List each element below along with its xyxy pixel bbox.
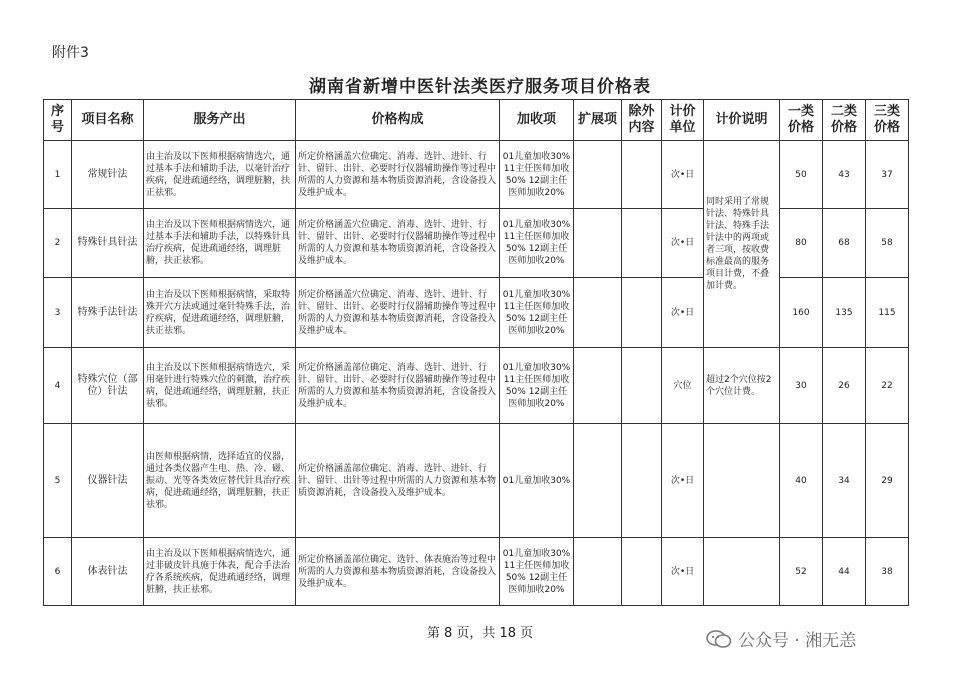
surcharge: 01儿童加收30% 11主任医师加收50% 12副主任医师加收20% bbox=[500, 278, 574, 348]
item-name: 特殊针具针法 bbox=[72, 209, 144, 278]
chat-bubbles-icon bbox=[706, 629, 732, 649]
price-class-3: 115 bbox=[866, 278, 909, 348]
row-number: 6 bbox=[44, 538, 72, 606]
price-class-1: 52 bbox=[780, 538, 823, 606]
service-output: 由医师根据病情，选择适宜的仪器，通过各类仪器产生电、热、冷、磁、振动、光等各类效应替代针具治疗疾病，促进疏通经络，调理脏腑，扶正祛邪。 bbox=[144, 424, 296, 538]
header-cell: 项目名称 bbox=[72, 100, 144, 141]
price-table bbox=[43, 99, 909, 606]
price-class-3: 37 bbox=[866, 141, 909, 209]
pricing-note: 超过2个穴位按2个穴位计费。 bbox=[704, 348, 780, 424]
header-cell: 服务产出 bbox=[144, 100, 296, 141]
price-composition: 所定价格涵盖穴位确定、消毒、选针、进针、行针、留针、出针、必要时行仪器辅助操作等过程中所需的人力资源和基本物质资源消耗，含设备投入及维护成本。 bbox=[296, 209, 500, 278]
price-class-1: 40 bbox=[780, 424, 823, 538]
extension bbox=[574, 424, 622, 538]
price-class-2: 26 bbox=[823, 348, 866, 424]
table-header-row bbox=[44, 100, 909, 141]
price-class-3: 22 bbox=[866, 348, 909, 424]
row-number: 2 bbox=[44, 209, 72, 278]
exclusion bbox=[622, 348, 662, 424]
price-class-1: 80 bbox=[780, 209, 823, 278]
header-cell: 扩展项 bbox=[574, 100, 622, 141]
price-class-3: 29 bbox=[866, 424, 909, 538]
table-row bbox=[44, 278, 909, 348]
price-class-1: 30 bbox=[780, 348, 823, 424]
pricing-unit: 穴位 bbox=[662, 348, 704, 424]
header-cell: 计价说明 bbox=[704, 100, 780, 141]
service-output: 由主治及以下医师根据病情选穴，通过非破皮针具施于体表，配合手法治疗各系统疾病，促进疏通经络，调理脏腑，扶正祛邪。 bbox=[144, 538, 296, 606]
row-number: 4 bbox=[44, 348, 72, 424]
table-row bbox=[44, 141, 909, 209]
header-cell: 二类价格 bbox=[823, 100, 866, 141]
pricing-unit: 次•日 bbox=[662, 424, 704, 538]
pricing-unit: 次•日 bbox=[662, 538, 704, 606]
watermark-text: 公众号 · 湘无恙 bbox=[738, 631, 857, 651]
header-cell: 计价单位 bbox=[662, 100, 704, 141]
header-cell: 价格构成 bbox=[296, 100, 500, 141]
header-cell: 加收项 bbox=[500, 100, 574, 141]
watermark bbox=[706, 626, 856, 651]
price-composition: 所定价格涵盖部位确定、消毒、选针、进针、行针、留针、出针等过程中所需的人力资源和基本物质资源消耗，含设备投入及维护成本。 bbox=[296, 424, 500, 538]
attachment-label: 附件3 bbox=[52, 45, 89, 61]
item-name: 特殊手法针法 bbox=[72, 278, 144, 348]
surcharge: 01儿童加收30% 11主任医师加收50% 12副主任医师加收20% bbox=[500, 209, 574, 278]
service-output: 由主治及以下医师根据病情选穴，通过基本手法和辅助手法，以特殊针具治疗疾病，促进疏通经络，调理脏腑，扶正祛邪。 bbox=[144, 209, 296, 278]
surcharge: 01儿童加收30% 11主任医师加收50% 12副主任医师加收20% bbox=[500, 348, 574, 424]
table-row bbox=[44, 348, 909, 424]
row-number: 5 bbox=[44, 424, 72, 538]
price-class-2: 34 bbox=[823, 424, 866, 538]
row-number: 3 bbox=[44, 278, 72, 348]
service-output: 由主治及以下医师根据病情，采取特殊开穴方法或通过毫针特殊手法，治疗疾病，促进疏通经络，调理脏腑，扶正祛邪。 bbox=[144, 278, 296, 348]
header-cell: 一类价格 bbox=[780, 100, 823, 141]
pricing-unit: 次•日 bbox=[662, 278, 704, 348]
service-output: 由主治及以下医师根据病情选穴，采用毫针进行特殊穴位的刺激，治疗疾病，促进疏通经络，调理脏腑，扶正祛邪。 bbox=[144, 348, 296, 424]
row-number: 1 bbox=[44, 141, 72, 209]
price-class-1: 160 bbox=[780, 278, 823, 348]
exclusion bbox=[622, 209, 662, 278]
table-row bbox=[44, 538, 909, 606]
exclusion bbox=[622, 141, 662, 209]
pricing-note-merged: 同时采用了常规针法、特殊针具针法、特殊手法针法中的两项或者三项，按收费标准最高的服务项目计费，不叠加计费。 bbox=[704, 141, 780, 348]
price-composition: 所定价格涵盖穴位确定、消毒、选针、进针、行针、留针、出针、必要时行仪器辅助操作等过程中所需的人力资源和基本物质资源消耗，含设备投入及维护成本。 bbox=[296, 141, 500, 209]
item-name: 常规针法 bbox=[72, 141, 144, 209]
page-footer: 第 8 页，共 18 页 bbox=[426, 626, 534, 641]
price-composition: 所定价格涵盖部位确定、消毒、选针、进针、行针、留针、出针、必要时行仪器辅助操作等过程中所需的人力资源和基本物质资源消耗，含设备投入及维护成本。 bbox=[296, 348, 500, 424]
pricing-note bbox=[704, 424, 780, 538]
header-cell: 三类价格 bbox=[866, 100, 909, 141]
item-name: 仪器针法 bbox=[72, 424, 144, 538]
pricing-note bbox=[704, 538, 780, 606]
table-row bbox=[44, 209, 909, 278]
price-class-1: 50 bbox=[780, 141, 823, 209]
price-class-3: 58 bbox=[866, 209, 909, 278]
surcharge: 01儿童加收30% 11主任医师加收50% 12副主任医师加收20% bbox=[500, 538, 574, 606]
pricing-unit: 次•日 bbox=[662, 209, 704, 278]
pricing-unit: 次•日 bbox=[662, 141, 704, 209]
header-cell: 除外内容 bbox=[622, 100, 662, 141]
table-row bbox=[44, 424, 909, 538]
item-name: 特殊穴位（部位）针法 bbox=[72, 348, 144, 424]
exclusion bbox=[622, 538, 662, 606]
extension bbox=[574, 141, 622, 209]
price-class-2: 44 bbox=[823, 538, 866, 606]
service-output: 由主治及以下医师根据病情选穴，通过基本手法和辅助手法，以毫针治疗疾病，促进疏通经络，调理脏腑，扶正祛邪。 bbox=[144, 141, 296, 209]
price-class-2: 43 bbox=[823, 141, 866, 209]
price-class-2: 68 bbox=[823, 209, 866, 278]
document-title: 湖南省新增中医针法类医疗服务项目价格表 bbox=[309, 77, 651, 97]
exclusion bbox=[622, 424, 662, 538]
extension bbox=[574, 538, 622, 606]
price-composition: 所定价格涵盖部位确定、选针、体表施治等过程中所需的人力资源和基本物质资源消耗，含设备投入及维护成本。 bbox=[296, 538, 500, 606]
extension bbox=[574, 278, 622, 348]
price-class-3: 38 bbox=[866, 538, 909, 606]
price-composition: 所定价格涵盖穴位确定、消毒、选针、进针、行针、留针、出针、必要时行仪器辅助操作等过程中所需的人力资源和基本物质资源消耗，含设备投入及维护成本。 bbox=[296, 278, 500, 348]
header-cell: 序号 bbox=[44, 100, 72, 141]
surcharge: 01儿童加收30% 11主任医师加收50% 12副主任医师加收20% bbox=[500, 141, 574, 209]
extension bbox=[574, 348, 622, 424]
price-class-2: 135 bbox=[823, 278, 866, 348]
item-name: 体表针法 bbox=[72, 538, 144, 606]
surcharge: 01儿童加收30% bbox=[500, 424, 574, 538]
exclusion bbox=[622, 278, 662, 348]
extension bbox=[574, 209, 622, 278]
